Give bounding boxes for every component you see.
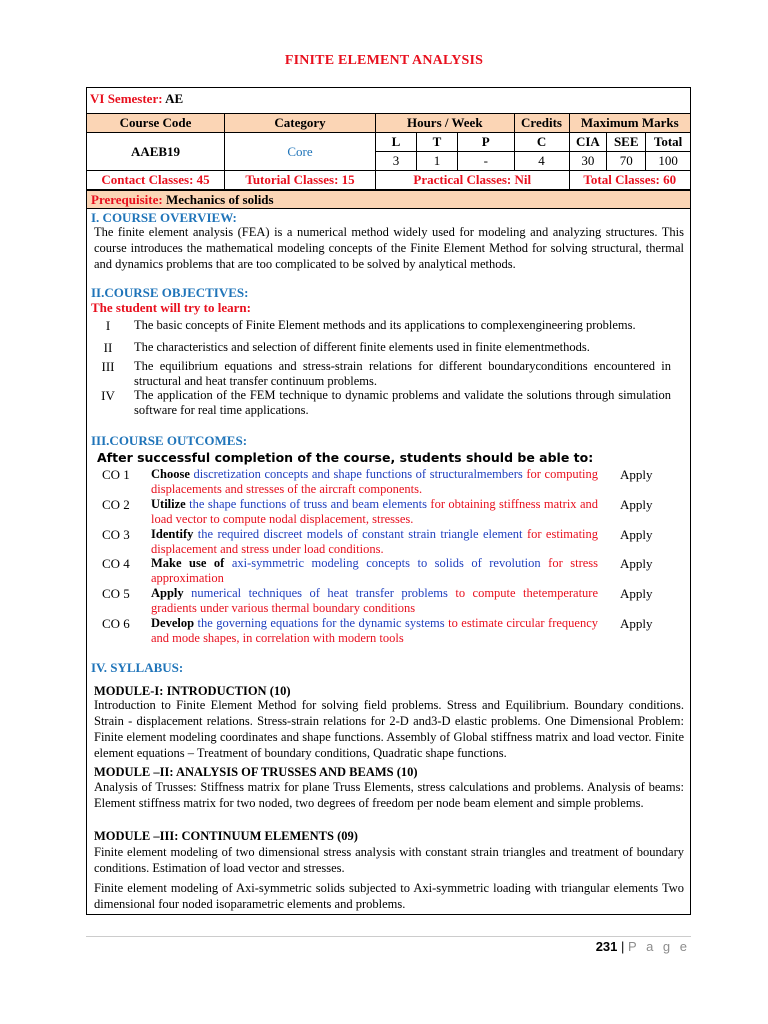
semester-label: VI Semester:: [90, 91, 163, 106]
objective-text: The characteristics and selection of different finite elements used in finite elementmethods.: [134, 340, 590, 354]
l-value: 3: [376, 152, 417, 171]
category-value: Core: [225, 133, 376, 171]
module-title: MODULE –III: CONTINUUM ELEMENTS (09): [94, 829, 358, 843]
course-code-value: AAEB19: [87, 133, 225, 171]
c-header: C: [514, 133, 569, 152]
co-blue-text: the shape functions of truss and beam elements: [189, 497, 427, 511]
semester-value: AE: [165, 91, 184, 106]
l-header: L: [376, 133, 417, 152]
co-text: [151, 527, 598, 557]
tutorial-classes: Tutorial Classes: 15: [225, 171, 376, 190]
co-verb: Utilize: [151, 497, 186, 511]
syllabus-heading: IV. SYLLABUS:: [91, 660, 184, 675]
objectives-heading: II.COURSE OBJECTIVES:: [91, 285, 249, 300]
hours-header: Hours / Week: [376, 114, 515, 133]
page-number: [540, 939, 690, 954]
t-header: T: [417, 133, 458, 152]
co-level: Apply: [620, 527, 653, 542]
objective-num: I: [105, 318, 111, 333]
co-red-text: for stress approximation: [151, 556, 599, 585]
prerequisite-value: Mechanics of solids: [165, 192, 274, 207]
co-id: CO 1: [102, 467, 130, 482]
total-classes: Total Classes: 60: [569, 171, 690, 190]
objective-text: The equilibrium equations and stress-strain relations for different boundaryconditions encountered in structural and heat transfer continuum problems.: [134, 359, 671, 388]
co-verb: Identify: [151, 527, 194, 541]
page-number-value: 231: [595, 939, 618, 954]
co-id: CO 6: [102, 616, 130, 631]
objective-text: The application of the FEM technique to dynamic problems and validate the solutions through simulation software for real time applications.: [134, 388, 671, 417]
marks-header: Maximum Marks: [569, 114, 690, 133]
category-header: Category: [225, 114, 376, 133]
t-value: 1: [417, 152, 458, 171]
practical-classes: Practical Classes: Nil: [376, 171, 570, 190]
co-text: [151, 586, 598, 616]
co-id: CO 2: [102, 497, 130, 512]
p-header: P: [458, 133, 515, 152]
co-verb: Develop: [151, 616, 195, 630]
co-verb: Apply: [151, 586, 184, 600]
module-text: Finite element modeling of two dimensional stress analysis with constant strain triangles and treatment of boundary conditions. Estimation of load vector and stresses.: [94, 845, 684, 875]
prerequisite-label: Prerequisite:: [91, 192, 163, 207]
co-id: CO 5: [102, 586, 130, 601]
contact-classes: Contact Classes: 45: [87, 171, 225, 190]
co-blue-text: axi-symmetric modeling concepts to solids of revolution: [231, 556, 541, 570]
page-separator: |: [621, 939, 625, 954]
semester-line: [90, 91, 183, 107]
co-blue-text: discretization concepts and shape functions of structuralmembers: [193, 467, 523, 481]
co-blue-text: the governing equations for the dynamic systems: [197, 616, 445, 630]
module-text: Finite element modeling of Axi-symmetric solids subjected to Axi-symmetric loading with triangular elements Two dimensional four noded isoparametric elements and problems.: [94, 881, 684, 911]
module-text: Introduction to Finite Element Method for solving field problems. Stress and Equilibrium. Boundary conditions. Strain - displacement relations. Stress-strain relations for 2-D and3-D elastic problems. One Dimensional Problem: Finite element modeling coordinates and shape functions. Assembly of Global stiffness matrix and load vector. Finite element equations – Treatment of boundary conditions, Quadratic shape functions.: [94, 698, 684, 760]
co-text: [151, 497, 598, 527]
overview-text: The finite element analysis (FEA) is a numerical method widely used for modeling and analyzing structures. This course introduces the mathematical modeling concepts of the Finite Element Method for solving structural, thermal and dynamics problems that are too complicated to be solved by analytical methods.: [94, 225, 684, 271]
cia-value: 30: [569, 152, 607, 171]
page-title: FINITE ELEMENT ANALYSIS: [284, 53, 484, 68]
co-text: [151, 556, 598, 586]
objective-num: IV: [101, 388, 115, 403]
p-value: -: [458, 152, 515, 171]
co-verb: Choose: [151, 467, 190, 481]
co-red-text: to estimate circular frequency and mode shapes, in correlation with modern tools: [151, 616, 599, 645]
outcomes-intro: After successful completion of the course, students should be able to:: [97, 450, 594, 465]
module-text: Analysis of Trusses: Stiffness matrix for plane Truss Elements, stress calculations and problems. Analysis of beams: Element stiffness matrix for two noded, two degrees of freedom per node beam element and simple problems.: [94, 780, 684, 810]
see-header: SEE: [607, 133, 646, 152]
co-red-text: to compute thetemperature gradients under various thermal boundary conditions: [151, 586, 599, 615]
overview-heading: I. COURSE OVERVIEW:: [91, 210, 237, 225]
co-level: Apply: [620, 616, 653, 631]
co-text: [151, 616, 598, 646]
co-red-text: for estimating displacement and stress under load conditions.: [151, 527, 599, 556]
total-value: 100: [646, 152, 691, 171]
page-word: P a g e: [628, 939, 690, 954]
co-level: Apply: [620, 467, 653, 482]
co-level: Apply: [620, 497, 653, 512]
course-header-table: [86, 113, 691, 190]
objective-num: III: [101, 359, 115, 374]
co-red-text: for obtaining stiffness matrix and load vector to compute nodal displacement, stresses.: [151, 497, 599, 526]
objective-num: II: [103, 340, 113, 355]
co-id: CO 3: [102, 527, 130, 542]
see-value: 70: [607, 152, 646, 171]
outcomes-heading: III.COURSE OUTCOMES:: [91, 433, 248, 448]
module-title: MODULE –II: ANALYSIS OF TRUSSES AND BEAMS (10): [94, 765, 418, 779]
objective-text: The basic concepts of Finite Element methods and its applications to complexengineering problems.: [134, 318, 636, 332]
module-title: MODULE-I: INTRODUCTION (10): [94, 684, 291, 698]
prerequisite: [86, 190, 691, 209]
co-level: Apply: [620, 586, 653, 601]
co-level: Apply: [620, 556, 653, 571]
cia-header: CIA: [569, 133, 607, 152]
c-value: 4: [514, 152, 569, 171]
co-text: [151, 467, 598, 497]
co-id: CO 4: [102, 556, 130, 571]
credits-header: Credits: [514, 114, 569, 133]
co-blue-text: numerical techniques of heat transfer problems: [191, 586, 448, 600]
total-header: Total: [646, 133, 691, 152]
course-code-header: Course Code: [87, 114, 225, 133]
co-verb: Make use of: [151, 556, 225, 570]
co-blue-text: the required discreet models of constant strain triangle element: [197, 527, 523, 541]
footer-divider: [86, 936, 691, 937]
co-red-text: for computing displacements and stresses of the aircraft components.: [151, 467, 599, 496]
objectives-subheading: The student will try to learn:: [91, 300, 251, 315]
